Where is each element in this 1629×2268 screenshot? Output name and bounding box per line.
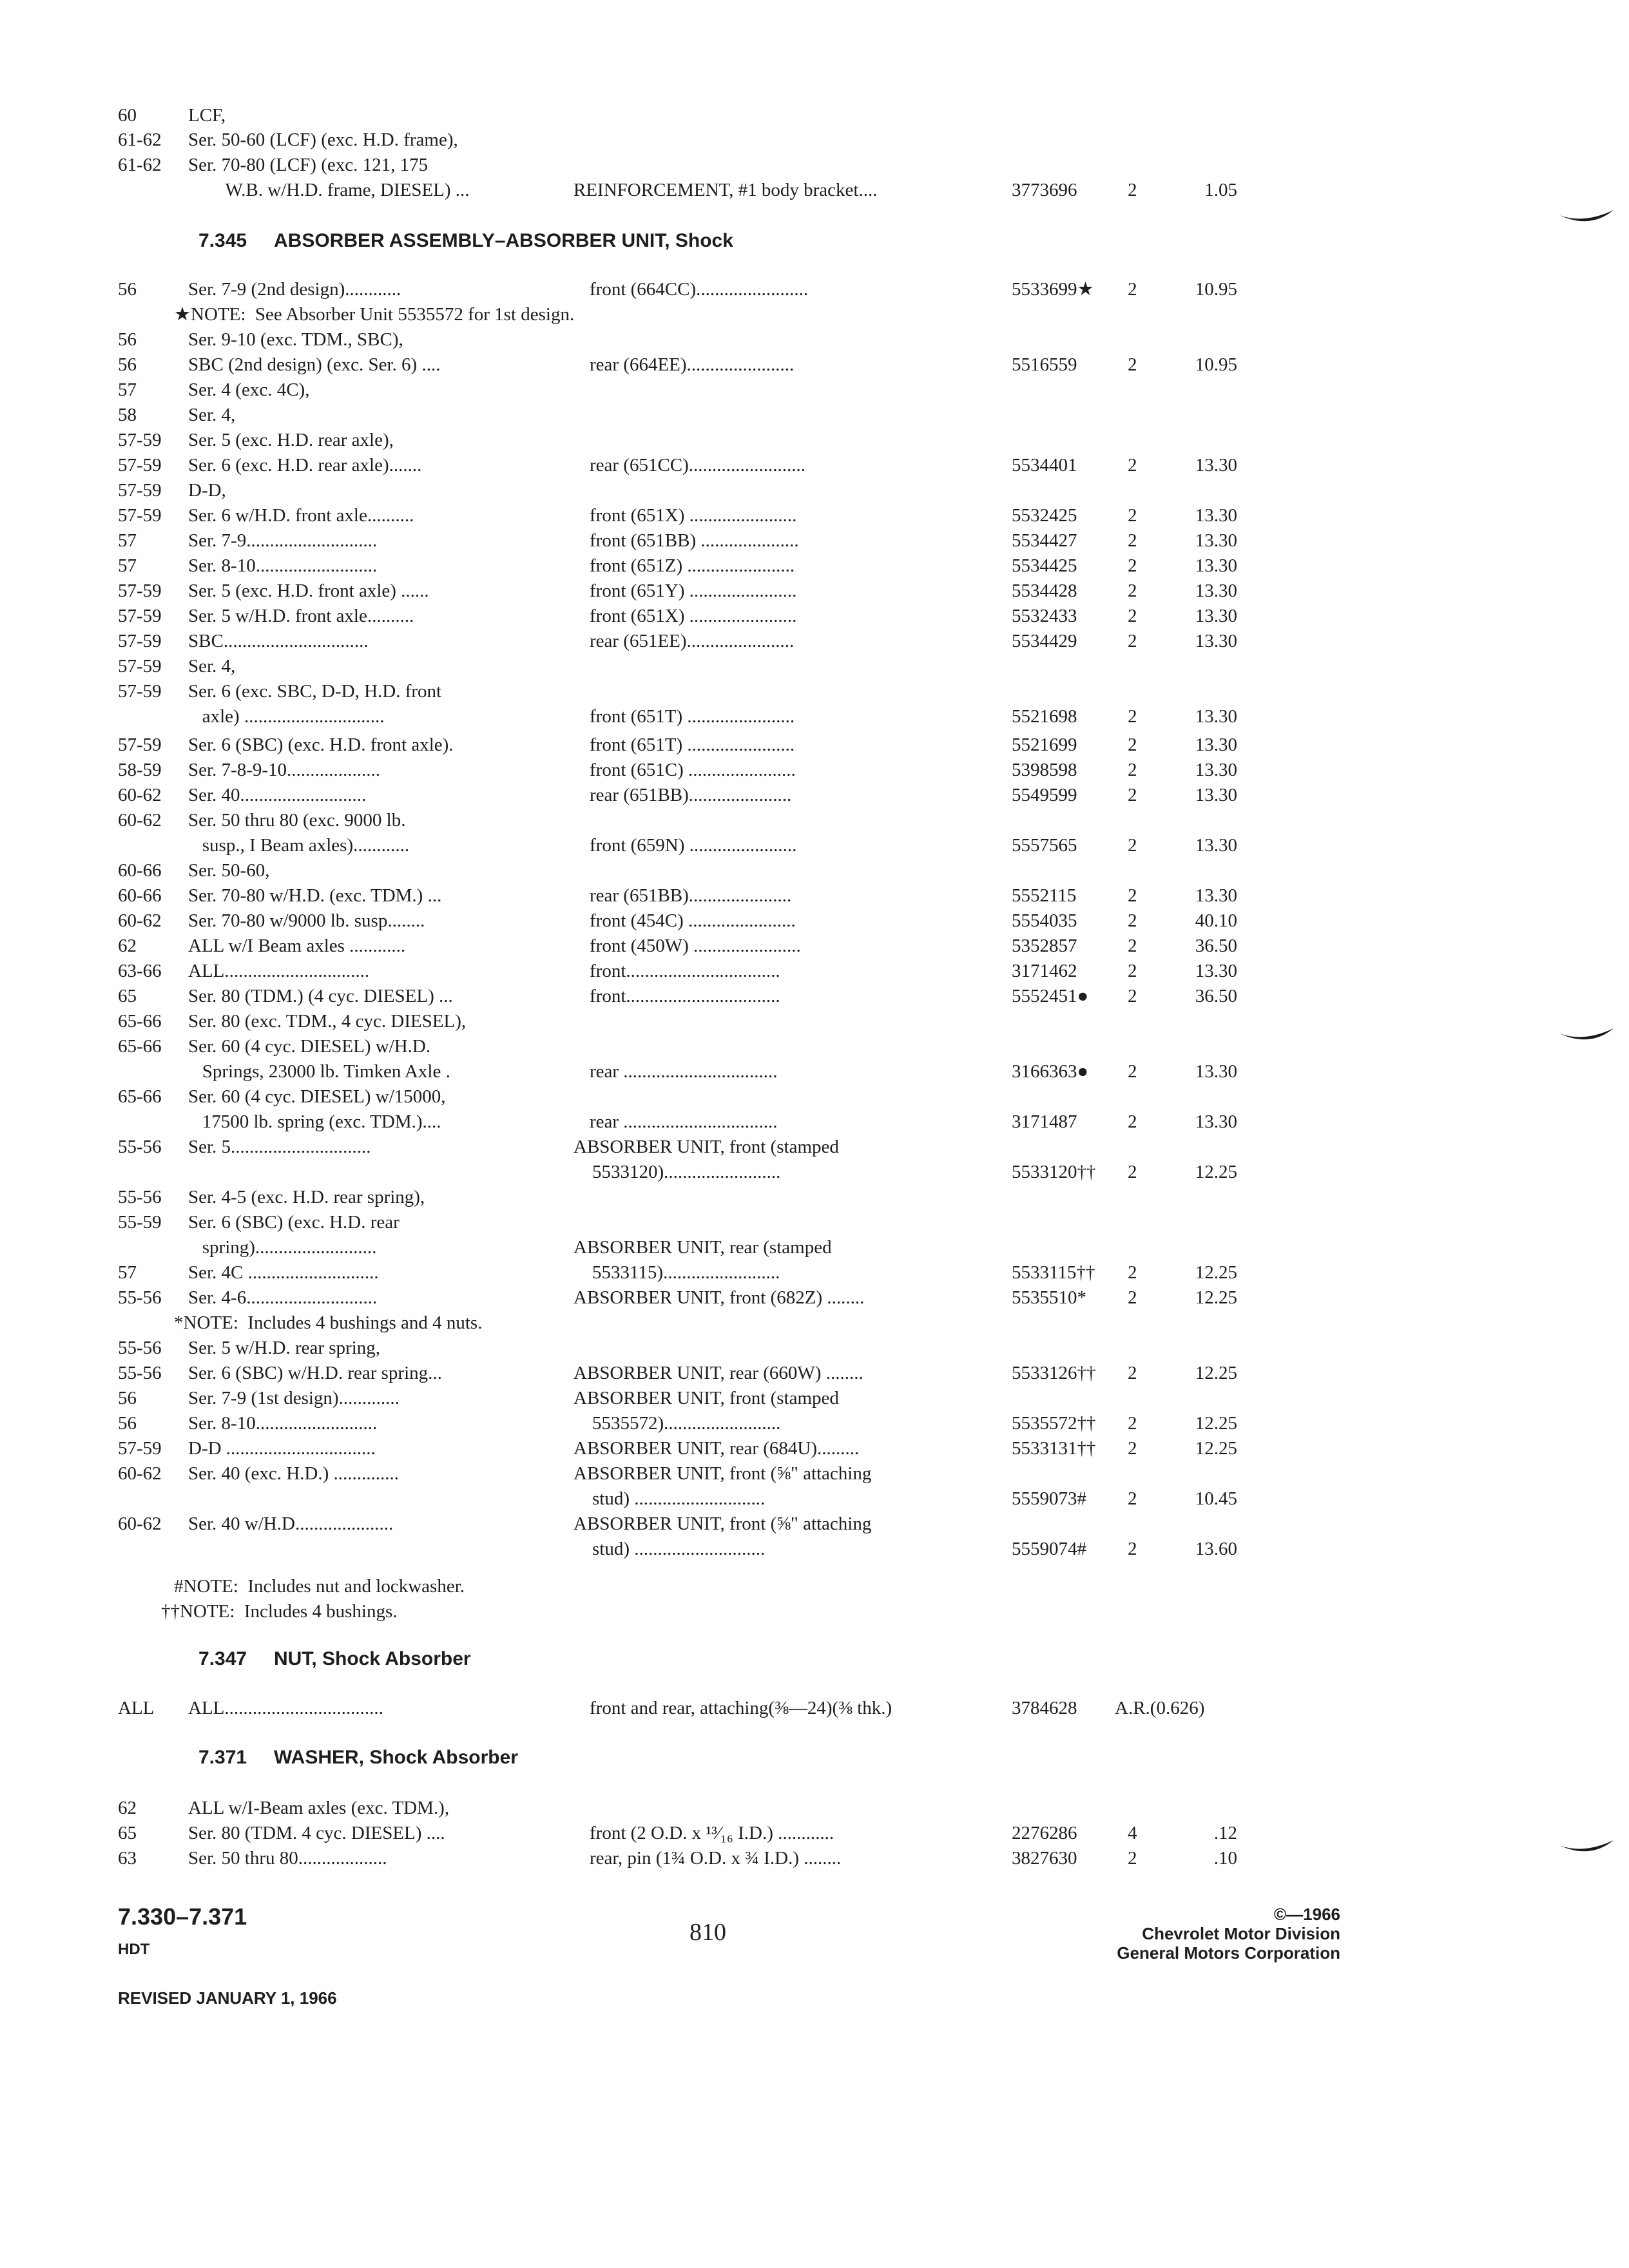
table-row: spring).......................... ABSORBER UNIT, rear (stamped [188,1237,832,1258]
note: ††NOTE: Includes 4 bushings. [161,1601,398,1622]
table-row: 57-59 D-D ................................ ABSORBER UNIT, rear (684U)......... 5533131†† 2 12.25 [118,1438,1237,1459]
table-row: 57 Ser. 8-10.......................... front (651Z) ....................... 5534425 2 13.30 [118,555,1237,576]
table-row: 61-62 Ser. 50-60 (LCF) (exc. H.D. frame), [118,130,458,150]
table-row: 17500 lb. spring (exc. TDM.).... rear ................................. 3171487 2 13.30 [188,1111,1237,1132]
table-row: 57-59 Ser. 6 (SBC) (exc. H.D. front axle). front (651T) ....................... 5521699 2 13.30 [118,735,1237,755]
table-row: ALL ALL.................................. front and rear, attaching(⅜—24)(⅜ thk.) 3784628 A.R.(0.626) [118,1698,1205,1718]
table-row: axle) .............................. front (651T) ....................... 5521698 2 13.30 [188,706,1237,727]
table-row: 56 Ser. 9-10 (exc. TDM., SBC), [118,329,403,350]
table-row: 55-56 Ser. 4-6............................ ABSORBER UNIT, front (682Z) ........ 5535510* 2 12.25 [118,1287,1237,1308]
table-row: 57-59 Ser. 6 (exc. H.D. rear axle)....... rear (651CC)......................... 5534401 2 13.30 [118,455,1237,476]
table-row: Springs, 23000 lb. Timken Axle . rear ................................. 3166363● 2 13.30 [188,1061,1237,1082]
table-row: 57-59 SBC............................... rear (651EE)....................... 5534429 2 13.30 [118,631,1237,651]
table-row: 55-56 Ser. 5.............................. ABSORBER UNIT, front (stamped [118,1137,839,1157]
table-row: 60 LCF, [118,105,226,126]
table-row: 56 Ser. 7-9 (2nd design)............ front (664CC)........................ 5533699★ 2 10.95 [118,279,1237,300]
table-row: 65-66 Ser. 60 (4 cyc. DIESEL) w/H.D. [118,1036,431,1057]
binder-mark [1558,1836,1616,1862]
page-number: 810 [689,1919,726,1946]
binder-mark [1558,206,1616,232]
table-row: 65 Ser. 80 (TDM. 4 cyc. DIESEL) .... front (2 O.D. x ¹³⁄₁₆ I.D.) ............ 2276286 4 .12 [118,1823,1237,1843]
table-row: 55-56 Ser. 5 w/H.D. rear spring, [118,1338,381,1358]
table-row: 57 Ser. 4C ............................ 5533115)......................... 5533115†† 2 12.25 [118,1262,1237,1283]
table-row: 58-59 Ser. 7-8-9-10.................... front (651C) ....................... 5398598 2 13.30 [118,760,1237,780]
table-row: 57-59 Ser. 5 (exc. H.D. rear axle), [118,430,394,450]
table-row: susp., I Beam axles)............ front (659N) ....................... 5557565 2 13.30 [188,835,1237,856]
table-row: 65 Ser. 80 (TDM.) (4 cyc. DIESEL) ... front................................. 5552451● 2 36.50 [118,986,1237,1006]
table-row: 63 Ser. 50 thru 80................... rear, pin (1¾ O.D. x ¾ I.D.) ........ 3827630 2 .10 [118,1848,1237,1869]
series-code: HDT [118,1941,150,1958]
table-row: 62 ALL w/I-Beam axles (exc. TDM.), [118,1798,450,1818]
table-row: 57 Ser. 7-9............................ front (651BB) ..................... 5534427 2 13.30 [118,530,1237,551]
table-row: 60-62 Ser. 50 thru 80 (exc. 9000 lb. [118,810,406,831]
table-row: 56 Ser. 7-9 (1st design)............. ABSORBER UNIT, front (stamped [118,1388,839,1408]
table-row: 62 ALL w/I Beam axles ............ front (450W) ....................... 5352857 2 36.50 [118,936,1237,956]
revised-date: REVISED JANUARY 1, 1966 [118,1988,337,2008]
table-row: 60-66 Ser. 50-60, [118,860,270,881]
table-row: 65-66 Ser. 80 (exc. TDM., 4 cyc. DIESEL), [118,1011,467,1032]
table-row: 55-59 Ser. 6 (SBC) (exc. H.D. rear [118,1212,400,1233]
table-row: 57-59 Ser. 6 (exc. SBC, D-D, H.D. front [118,681,442,702]
table-row: 55-56 Ser. 6 (SBC) w/H.D. rear spring... ABSORBER UNIT, rear (660W) ........ 5533126†† 2 12.25 [118,1363,1237,1383]
table-row: 56 SBC (2nd design) (exc. Ser. 6) .... rear (664EE)....................... 5516559 2 10.95 [118,354,1237,375]
table-row: 57-59 D-D, [118,480,226,501]
table-row: 60-62 Ser. 40 (exc. H.D.) .............. ABSORBER UNIT, front (⅝" attaching [118,1463,872,1484]
table-row: 65-66 Ser. 60 (4 cyc. DIESEL) w/15000, [118,1086,446,1107]
table-row: 5533120)......................... 5533120†† 2 12.25 [574,1162,1237,1182]
note: ★NOTE: See Absorber Unit 5535572 for 1st design. [174,304,575,325]
table-row: 55-56 Ser. 4-5 (exc. H.D. rear spring), [118,1187,425,1207]
note: #NOTE: Includes nut and lockwasher. [174,1576,465,1597]
table-row: 60-62 Ser. 40........................... rear (651BB)...................... 5549599 2 13.30 [118,785,1237,805]
table-row: 60-62 Ser. 40 w/H.D..................... ABSORBER UNIT, front (⅝" attaching [118,1514,872,1534]
table-row: 56 Ser. 8-10.......................... 5535572)......................... 5535572†† 2 12.25 [118,1413,1237,1434]
table-row: 58 Ser. 4, [118,405,236,425]
copyright: ©—1966 [1274,1905,1340,1924]
table-row: 57-59 Ser. 6 w/H.D. front axle.......... front (651X) ....................... 5532425 2 13.30 [118,505,1237,526]
table-row: 60-66 Ser. 70-80 w/H.D. (exc. TDM.) ... rear (651BB)...................... 5552115 2 13.30 [118,885,1237,906]
table-row: 60-62 Ser. 70-80 w/9000 lb. susp........ front (454C) ....................... 5554035 2 40.10 [118,910,1237,931]
page-range: 7.330–7.371 [118,1903,247,1930]
table-row: 57-59 Ser. 5 (exc. H.D. front axle) ...... front (651Y) ....................... 5534428 2 13.30 [118,581,1237,601]
table-row: 63-66 ALL............................... front................................. 3171462 2 13.30 [118,961,1237,981]
table-row: W.B. w/H.D. frame, DIESEL) ... REINFORCEMENT, #1 body bracket.... 3773696 2 1.05 [188,180,1237,200]
table-row: 61-62 Ser. 70-80 (LCF) (exc. 121, 175 [118,155,429,175]
corporation-name: General Motors Corporation [1117,1943,1340,1963]
table-row: stud) ............................ 5559074# 2 13.60 [574,1539,1237,1559]
division-name: Chevrolet Motor Division [1142,1924,1340,1943]
catalog-page: 60 LCF, 61-62 Ser. 50-60 (LCF) (exc. H.D. frame), 61-62 Ser. 70-80 (LCF) (exc. 121, 175 W.B. w/H.D. frame, DIESEL) ... REINFORCEMENT, #1 body bracket.... 3773696 2 1.05 7.345 ABSORBER ASSEMBLY–ABSORBER UNIT, Shock 56 Ser. 7-9 (2nd design)............ front (664CC)........................ 5533699★ 2 10.95 ★NOTE: See Absorber Unit 5535572 for 1st design. 56 Ser. 9-10 (exc. TDM., SBC), 56 SBC (2nd design) (exc. Ser. 6) .... rear (664EE)....................... 5516559 2 10.95 57 Ser. 4 (exc. 4C), 58 Ser. 4, 57-59 Ser. 5 (exc. H.D. rear axle), 57-59 Ser. 6 (exc. H.D. rear axle)....... rear (651CC)......................... 5534401 2 13.30 57-59 D-D, 57-59 Ser. 6 w/H.D. front axle.......... front (651X) ....................... 5532425 2 13.30 57 Ser. 7-9............................ front (651BB) ..................... 5534427 2 13.30 57 Ser. 8-10.......................... front (651Z) ....................... 5534425 2 13.30 57-59 Ser. 5 (exc. H.D. front axle) ...... front (651Y) ....................... 5534428 2 13.30 57-59 Ser. 5 w/H.D. front axle.......... front (651X) ....................... 5532433 2 13.30 57-59 SBC............................... rear (651EE)....................... 5534429 2 13.30 57-59 Ser. 4, 57-59 Ser. 6 (exc. SBC, D-D, H.D. front axle) .............................. front (651T) ....................... 5521698 2 13.30 57-59 Ser. 6 (SBC) (exc. H.D. front axle). front (651T) ....................... 5521699 2 13.30 58-59 Ser. 7-8-9-10.................... front (651C) ....................... 5398598 2 13.30 60-62 Ser. 40........................... rear (651BB)...................... 5549599 2 13.30 60-62 Ser. 50 thru 80 (exc. 9000 lb. susp., I Beam axles)............ front (659N) ....................... 5557565 2 13.30 60-66 Ser. 50-60, 60-66 Ser. 70-80 w/H.D. (exc. TDM.) ... rear (651BB)...................... 5552115 2 13.30 60-62 Ser. 70-80 w/9000 lb. susp........ front (454C) ....................... 5554035 2 40.10 62 ALL w/I Beam axles ............ front (450W) ....................... 5352857 2 36.50 63-66 ALL............................... front................................. 3171462 2 13.30 65 Ser. 80 (TDM.) (4 cyc. DIESEL) ... front................................. 5552451● 2 36.50 65-66 Ser. 80 (exc. TDM., 4 cyc. DIESEL), 65-66 Ser. 60 (4 cyc. DIESEL) w/H.D. Springs, 23000 lb. Timken Axle . rear ................................. 3166363● 2 13.30 65-66 Ser. 60 (4 cyc. DIESEL) w/15000, 17500 lb. spring (exc. TDM.).... rear ................................. 3171487 2 13.30 55-56 Ser. 5.............................. ABSORBER UNIT, front (stamped 5533120)......................... 5533120†† 2 12.25 55-56 Ser. 4-5 (exc. H.D. rear spring), 55-59 Ser. 6 (SBC) (exc. H.D. rear spring).......................... ABSORBER UNIT, rear (stamped 57 Ser. 4C ............................ 5533115)......................... 5533115†† 2 12.25 55-56 Ser. 4-6............................ ABSORBER UNIT, front (682Z) ........ 5535510* 2 12.25 *NOTE: Includes 4 bushings and 4 nuts. 55-56 Ser. 5 w/H.D. rear spring, 55-56 Ser. 6 (SBC) w/H.D. rear spring... ABSORBER UNIT, rear (660W) ........ 5533126†† 2 12.25 56 Ser. 7-9 (1st design)............. ABSORBER UNIT, front (stamped 56 Ser. 8-10.......................... 5535572)......................... 5535572†† 2 12.25 57-59 D-D ................................ ABSORBER UNIT, rear (684U)......... 5533131†† 2 12.25 60-62 Ser. 40 (exc. H.D.) .............. ABSORBER UNIT, front (⅝" attaching stud) ............................ 5559073# 2 10.45 60-62 Ser. 40 w/H.D..................... ABSORBER UNIT, front (⅝" attaching stud) ............................ 5559074# 2 13.60 #NOTE: Includes nut and lockwasher. ††NOTE: Includes 4 bushings. 7.347 NUT, Shock Absorber ALL ALL.................................. front and rear, attaching(⅜—24)(⅜ thk.) 3784628 A.R.(0.626) 7.371 WASHER, Shock Absorber 62 ALL w/I-Beam axles (exc. TDM.), 65 Ser. 80 (TDM. 4 cyc. DIESEL) .... front (2 O.D. x ¹³⁄₁₆ I.D.) ............ 2276286 4 .12 63 Ser. 50 thru 80................... rear, pin (1¾ O.D. x ¾ I.D.) ........ 3827630 2 .10 7.330–7.371 HDT REVISED JANUARY 1, 1966 810 ©—1966 Chevrolet Motor Division General Motors Corporation [0,0,1629,2268]
binder-mark [1558,1024,1616,1050]
table-row: 57-59 Ser. 5 w/H.D. front axle.......... front (651X) ....................... 5532433 2 13.30 [118,606,1237,626]
note: *NOTE: Includes 4 bushings and 4 nuts. [174,1312,483,1333]
table-row: 57-59 Ser. 4, [118,656,236,677]
table-row: 57 Ser. 4 (exc. 4C), [118,380,310,400]
table-row: stud) ............................ 5559073# 2 10.45 [574,1488,1237,1509]
